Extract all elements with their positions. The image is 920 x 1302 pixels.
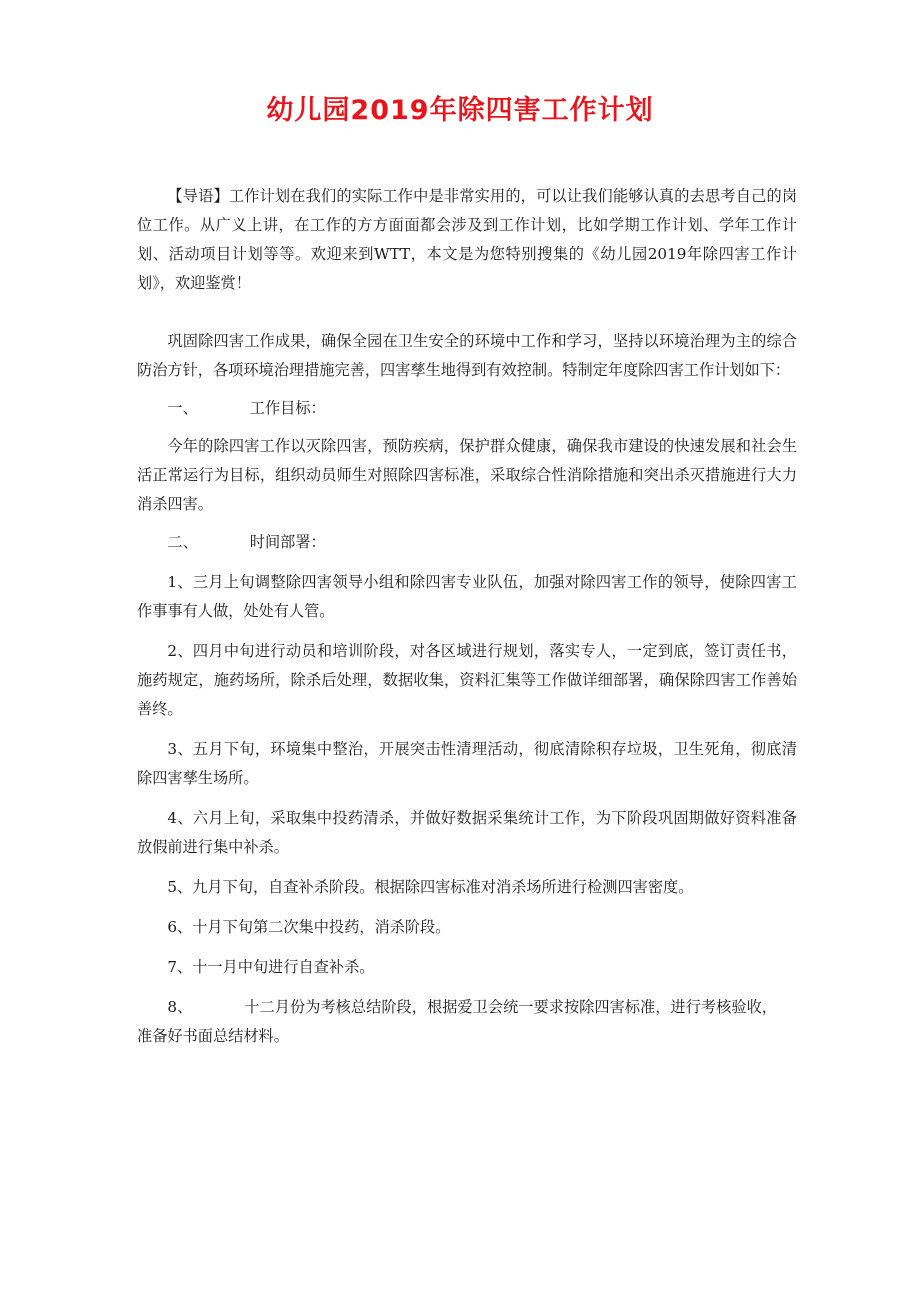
section-2-number: 二、 — [167, 533, 198, 551]
plan-item-2: 2、四月中旬进行动员和培训阶段，对各区域进行规划，落实专人，一定到底，签订责任书，施药规定，施药场所，除杀后处理，数据收集，资料汇集等工作做详细部署，确保除四害工作善始善终。 — [137, 642, 797, 718]
plan-item-8-tail: 准备好书面总结材料。 — [137, 1027, 289, 1045]
plan-item-5: 5、九月下旬，自查补杀阶段。根据除四害标准对消杀场所进行检测四害密度。 — [167, 878, 694, 896]
section-1-text: 今年的除四害工作以灭除四害，预防疾病，保护群众健康，确保我市建设的快速发展和社会生活正常运行为目标，组织动员师生对照除四害标准，采取综合性消除措施和突出杀灭措施进行大力消杀四害。 — [137, 437, 797, 513]
plan-item-8-text: 十二月份为考核总结阶段，根据爱卫会统一要求按除四害标准，进行考核验收， — [244, 998, 777, 1016]
plan-item-7: 7、十一月中旬进行自查补杀。 — [167, 958, 375, 976]
section-2-heading — [137, 528, 797, 557]
document-body — [137, 182, 797, 1051]
plan-item-1: 1、三月上旬调整除四害领导小组和除四害专业队伍，加强对除四害工作的领导，使除四害工作事事有人做，处处有人管。 — [137, 573, 797, 620]
section-1-title: 工作目标： — [249, 399, 326, 417]
plan-item-8 — [137, 993, 797, 1051]
plan-item-3: 3、五月下旬，环境集中整治，开展突击性清理活动，彻底清除积存垃圾，卫生死角，彻底清除四害孳生场所。 — [137, 740, 797, 787]
plan-item-4: 4、六月上旬，采取集中投药清杀，并做好数据采集统计工作，为下阶段巩固期做好资料准备放假前进行集中补杀。 — [137, 809, 797, 856]
section-1-number: 一、 — [167, 399, 198, 417]
section-2-title: 时间部署： — [249, 533, 326, 551]
document-title: 幼儿园2019年除四害工作计划 — [266, 95, 654, 126]
opening-paragraph: 巩固除四害工作成果，确保全园在卫生安全的环境中工作和学习，坚持以环境治理为主的综合防治方针，各项环境治理措施完善，四害孳生地得到有效控制。特制定年度除四害工作计划如下： — [137, 332, 797, 379]
plan-item-8-number: 8、 — [167, 998, 193, 1016]
plan-item-6: 6、十月下旬第二次集中投药，消杀阶段。 — [167, 918, 451, 936]
section-1-heading — [137, 394, 797, 423]
intro-paragraph: 【导语】工作计划在我们的实际工作中是非常实用的，可以让我们能够认真的去思考自己的岗位工作。从广义上讲，在工作的方方面面都会涉及到工作计划，比如学期工作计划、学年工作计划、活动项目计划等等。欢迎来到WTT，本文是为您特别搜集的《幼儿园2019年除四害工作计划》，欢迎鉴赏！ — [137, 187, 797, 292]
